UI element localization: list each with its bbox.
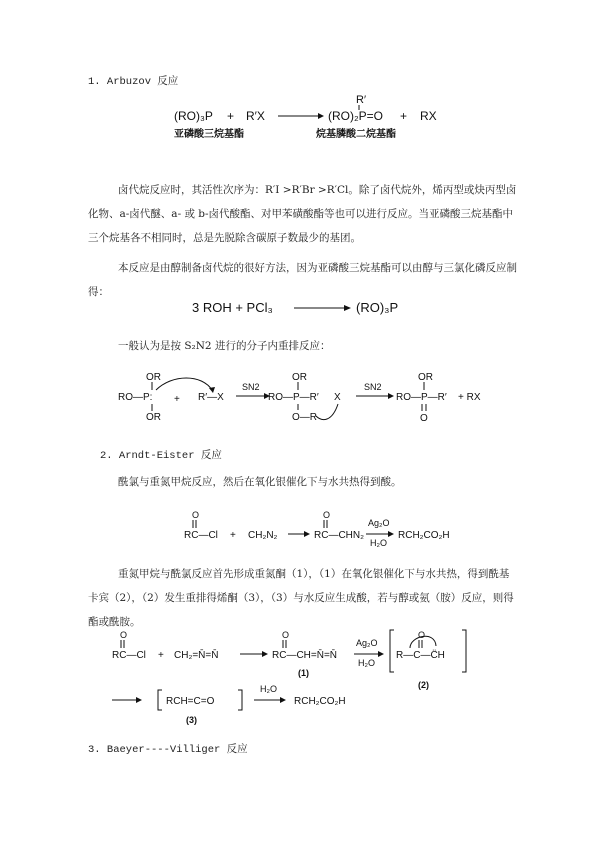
alkyl-halide: R′—X (198, 392, 224, 403)
arrow-head (318, 113, 324, 119)
or-top-2: OR (292, 372, 307, 383)
arbuzov-mechanism (112, 368, 512, 430)
bracket-right (462, 630, 466, 672)
phosphite-center: RO—P: (118, 392, 153, 403)
carboxylic-acid: RCH₂CO₂H (398, 530, 450, 541)
acyl-carbene: R—C—C̈H (396, 650, 445, 661)
carbonyl-o-c: O (418, 630, 426, 640)
plus-sign: + (174, 394, 180, 405)
product-substituent: R′ (356, 94, 367, 106)
acyl-chloride: RC—Cl (184, 530, 218, 541)
plus-sign: + (230, 530, 236, 541)
h2o-label: H₂O (358, 658, 375, 668)
paragraph-preparation: 本反应是由醇制备卤代烷的很好方法，因为亚磷酸三烷基酯可以由醇与三氯化磷反应制得： (88, 262, 517, 298)
diazoketone: RC—CHN₂ (314, 530, 364, 541)
plus-rx: + RX (458, 392, 481, 403)
sn2-label-2: SN2 (364, 382, 382, 392)
plus-sign: + (227, 109, 235, 123)
reactant-alkyl-halide: R′X (246, 109, 265, 123)
curved-arrow-2 (316, 404, 338, 420)
plus-sign-2: + (400, 109, 408, 123)
arrow-head (304, 531, 310, 537)
arrow-head (378, 651, 384, 657)
carbonyl-o-b: O (282, 630, 290, 640)
phosphonium-center: RO—P—R′ (268, 392, 319, 403)
diazoketone: RC—CH=N̄=N̄ (272, 650, 338, 661)
phosphonate-center: RO—P—R′ (396, 392, 447, 403)
bracket-right-2 (238, 690, 242, 710)
arbuzov-scheme (170, 92, 450, 142)
arndt-paragraph: 重氮甲烷与酰氯反应首先形成重氮酮（1），（1）在氧化银催化下与水共热，得到酰基卡宾（2），（2）发生重排得烯酮（3），（3）与水反应生成酸，若与醇或氨（胺）反应，则得酯或酰胺。 (88, 568, 514, 628)
label-2: (2) (418, 680, 429, 690)
arrow-head (344, 305, 351, 311)
reactant-phosphite: (RO)₃P (174, 109, 213, 123)
label-1: (1) (298, 668, 309, 678)
carbonyl-o-1: O (192, 510, 200, 520)
section-heading-arndt-eister: 2. Arndt-Eister 反应 (100, 450, 222, 462)
carboxylic-acid: RCH₂CO₂H (294, 696, 346, 707)
arrow-head (388, 531, 394, 537)
label-trialkyl-phosphite: 亚磷酸三烷基酯 (174, 129, 244, 140)
arrow-head (388, 393, 394, 399)
halide-anion: X (334, 392, 341, 403)
oxygen: O (420, 413, 428, 424)
or-bottom-1: OR (146, 412, 161, 423)
acyl-chloride: RC—Cl (112, 650, 146, 661)
curved-arrow-1 (156, 378, 212, 390)
section-heading-arbuzov: 1. Arbuzov 反应 (88, 76, 179, 88)
diazomethane: CH₂N₂ (248, 530, 278, 541)
arrow-head (280, 697, 286, 703)
byproduct-rx: RX (420, 109, 437, 123)
label-3: (3) (186, 715, 197, 725)
ag2o-label: Ag₂O (356, 638, 378, 648)
mechanism-intro: 一般认为是按 S₂N2 进行的分子内重排反应： (118, 340, 331, 352)
plus-sign: + (158, 650, 164, 661)
arndt-mechanism (110, 628, 490, 728)
diazomethane: CH₂=N̄=N̄ (174, 650, 219, 661)
ag2o-label: Ag₂O (368, 518, 390, 528)
section-heading-baeyer-villiger: 3. Baeyer----Villiger 反应 (88, 744, 248, 756)
scheme2-reactants: 3 ROH + PCl₃ (192, 300, 273, 315)
phosphite-prep-scheme (190, 292, 430, 322)
bracket-left (390, 630, 394, 672)
arndt-intro: 酰氯与重氮甲烷反应，然后在氧化银催化下与水共热得到酸。 (118, 476, 402, 488)
or-top-1: OR (146, 372, 161, 383)
h2o-label-2: H₂O (260, 684, 277, 694)
sn2-label-1: SN2 (242, 382, 260, 392)
arndt-scheme (180, 508, 500, 550)
product-phosphonate: (RO)₂P=O (328, 109, 383, 123)
paragraph-reactivity: 卤代烷反应时，其活性次序为：R′I >R′Br >R′Cl。除了卤代烷外，烯丙型或炔丙型卤化物、a-卤代醚、a- 或 b-卤代酸酯、对甲苯磺酸酯等也可以进行反应。当亚磷酸三烷基酯中三个烷基各不相同时，总是先脱除含碳原子数最少的基团。 (88, 184, 517, 244)
arrow-head (262, 651, 268, 657)
carbonyl-o-2: O (323, 510, 331, 520)
scheme2-product: (RO)₃P (356, 300, 399, 315)
ketene: RCH=C=O (166, 696, 215, 707)
or-bottom-2: O—R (292, 412, 317, 423)
label-dialkyl-phosphonate: 烷基膦酸二烷基酯 (316, 129, 396, 140)
h2o-label: H₂O (370, 538, 387, 548)
or-top-3: OR (418, 372, 433, 383)
arrow-head (136, 697, 142, 703)
carbonyl-o-a: O (120, 630, 128, 640)
bracket-left-2 (158, 690, 162, 710)
